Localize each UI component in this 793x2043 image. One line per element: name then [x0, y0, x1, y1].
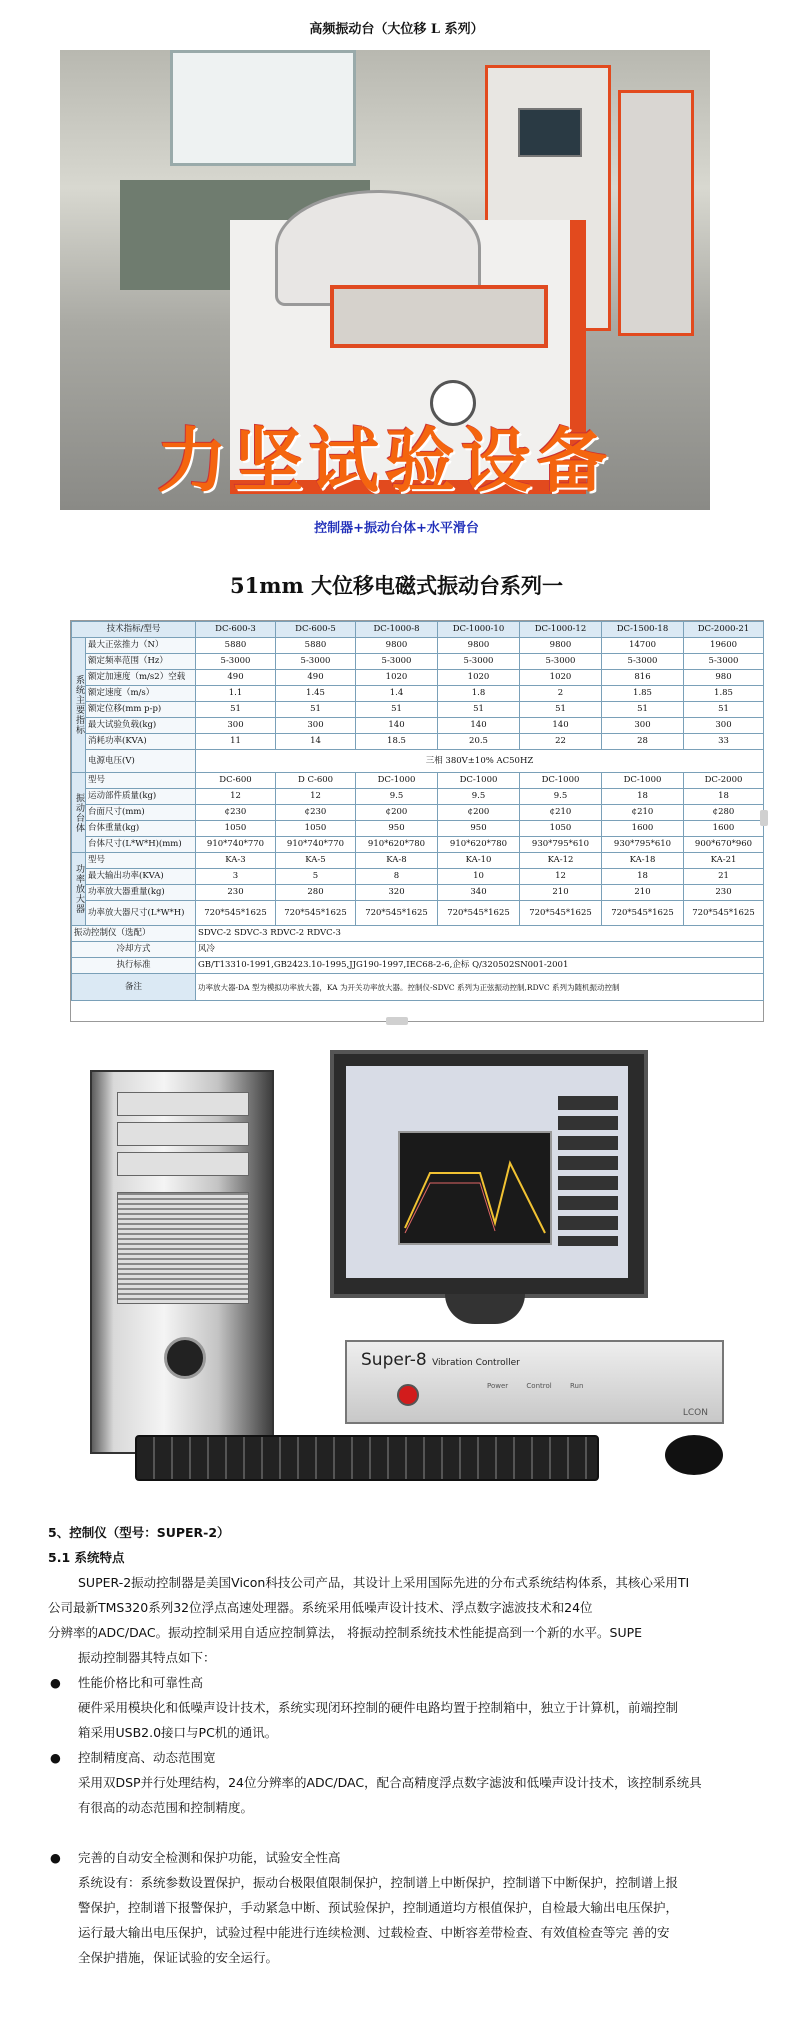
spec-cell: 1020	[356, 670, 438, 686]
bullet-title: 完善的自动安全检测和保护功能，试验安全性高	[78, 1850, 341, 1865]
spec-cell: 720*545*1625	[276, 901, 356, 926]
monitor	[330, 1050, 648, 1298]
spec-group-label: 功率放大器	[72, 853, 86, 926]
spec-cell: 18	[684, 789, 764, 805]
spec-cell: 300	[602, 718, 684, 734]
spec-group1-body	[72, 638, 764, 773]
table-resize-handle-right[interactable]	[760, 810, 768, 826]
bullet-item	[48, 1670, 758, 1695]
spec-cell: 490	[276, 670, 356, 686]
page-title: 高频振动台（大位移 L 系列）	[309, 22, 484, 37]
spec-cell: 11	[196, 734, 276, 750]
spec-row-label: 台体尺寸(L*W*H)(mm)	[86, 837, 196, 853]
spec-cell: 230	[684, 885, 764, 901]
spec-cooling-value: 风冷	[196, 942, 764, 958]
led-label: Power	[487, 1382, 509, 1390]
spec-cell: 900*670*960	[684, 837, 764, 853]
spec-cell: 1020	[438, 670, 520, 686]
spec-cell: 9.5	[520, 789, 602, 805]
spec-row-label: 备注	[72, 974, 196, 1001]
spec-cell: 9800	[438, 638, 520, 654]
table-row	[72, 805, 764, 821]
spec-cell: 720*545*1625	[602, 901, 684, 926]
spec-cell: 5-3000	[684, 654, 764, 670]
spec-header-model: DC-1500-18	[602, 622, 684, 638]
spec-cell: 1050	[276, 821, 356, 837]
spec-controller-value: SDVC-2 SDVC-3 RDVC-2 RDVC-3	[196, 926, 764, 942]
spec-row-label: 型号	[86, 853, 196, 869]
spec-cell: 51	[684, 702, 764, 718]
spec-cell: ¢230	[196, 805, 276, 821]
spec-cell: 1600	[602, 821, 684, 837]
spec-cell: 1050	[196, 821, 276, 837]
paragraph-line: 系统设有：系统参数设置保护，振动台极限值限制保护，控制谱上中断保护，控制谱下中断保护，控制谱上报	[78, 1875, 679, 1890]
spec-cell: DC-1000	[602, 773, 684, 789]
spec-cell: 9800	[356, 638, 438, 654]
drive-bay	[117, 1152, 249, 1176]
spec-cell: DC-2000	[684, 773, 764, 789]
spec-cell: KA-8	[356, 853, 438, 869]
spec-cell: 210	[602, 885, 684, 901]
pc-tower	[90, 1070, 274, 1454]
spec-cell: 18	[602, 869, 684, 885]
spec-cell: DC-1000	[356, 773, 438, 789]
spec-cell: 51	[196, 702, 276, 718]
drive-bay	[117, 1122, 249, 1146]
spec-cell: 720*545*1625	[684, 901, 764, 926]
paragraph-line: 警保护，控制谱下报警保护，手动紧急中断、预试验保护，控制通道均方根值保护，自检最大输出电压保护，	[78, 1900, 679, 1915]
spec-table-container	[70, 620, 764, 1022]
spec-cell: 1.8	[438, 686, 520, 702]
spec-row-label: 功率放大器尺寸(L*W*H)	[86, 901, 196, 926]
spec-cell: 19600	[684, 638, 764, 654]
spec-cell: 1.85	[684, 686, 764, 702]
bullet-item	[48, 1845, 758, 1870]
bullet-item	[48, 1745, 758, 1770]
spec-cell: 230	[196, 885, 276, 901]
spec-cell: 1600	[684, 821, 764, 837]
spec-group-label: 振动台体	[72, 773, 86, 853]
spec-cell: 300	[276, 718, 356, 734]
spec-row-label: 功率放大器重量(kg)	[86, 885, 196, 901]
spec-row-label: 额定速度（m/s）	[86, 686, 196, 702]
spec-cell: 5-3000	[602, 654, 684, 670]
spec-cell: 300	[196, 718, 276, 734]
spacer	[48, 1820, 758, 1845]
spec-cell: 12	[196, 789, 276, 805]
spec-cell: 51	[438, 702, 520, 718]
spec-cell: ¢280	[684, 805, 764, 821]
spec-cell: 816	[602, 670, 684, 686]
vibration-controller-box	[345, 1340, 724, 1424]
spec-group2-body	[72, 773, 764, 853]
photo-window	[170, 50, 356, 166]
mouse-icon	[665, 1435, 723, 1475]
spec-standard-value: GB/T13310-1991,GB2423.10-1995,JJG190-1997,IEC68-2-6,企标 Q/320502SN001-2001	[196, 958, 764, 974]
spec-row-label: 消耗功率(KVA)	[86, 734, 196, 750]
spec-cell: ¢200	[356, 805, 438, 821]
controller-model: Super-8	[361, 1350, 427, 1370]
paragraph-line: 硬件采用模块化和低噪声设计技术，系统实现闭环控制的硬件电路均置于控制箱中，独立于计算机，前端控制	[78, 1700, 679, 1715]
spec-cell: 14700	[602, 638, 684, 654]
spec-cell: ¢230	[276, 805, 356, 821]
table-row	[72, 654, 764, 670]
front-grille	[117, 1192, 249, 1304]
spec-cell: 12	[276, 789, 356, 805]
spec-cell: DC-1000	[438, 773, 520, 789]
spec-row-label: 运动部件质量(kg)	[86, 789, 196, 805]
spec-cell: 20.5	[438, 734, 520, 750]
table-row	[72, 885, 764, 901]
spec-cell: 12	[520, 869, 602, 885]
spec-header-label: 技术指标/型号	[72, 622, 196, 638]
spec-cell: 9.5	[356, 789, 438, 805]
series-title: 51mm 大位移电磁式振动台系列一	[230, 573, 563, 598]
controller-power-icon	[397, 1384, 419, 1406]
spec-cell: 2	[520, 686, 602, 702]
spec-cell: 210	[520, 885, 602, 901]
paragraph-line: 采用双DSP并行处理结构，24位分辨率的ADC/DAC，配合高精度浮点数字滤波和低噪声设计技术，该控制系统具	[78, 1775, 702, 1790]
shaker-product-photo	[60, 50, 710, 510]
spec-cell: 3	[196, 869, 276, 885]
spec-cell: 720*545*1625	[196, 901, 276, 926]
bullet-title: 控制精度高、动态范围宽	[78, 1750, 216, 1765]
paragraph-line: 箱采用USB2.0接口与PC机的通讯。	[78, 1725, 278, 1740]
spec-header-model: DC-1000-10	[438, 622, 520, 638]
table-row	[72, 901, 764, 926]
bullet-icon: ●	[50, 1750, 61, 1765]
spec-cell: 140	[438, 718, 520, 734]
subsection-heading: 5.1 系统特点	[48, 1550, 125, 1565]
spec-cell: 14	[276, 734, 356, 750]
paragraph-line: 有很高的动态范围和控制精度。	[78, 1800, 254, 1815]
spec-cell: 51	[520, 702, 602, 718]
spec-row-label: 最大正弦推力（N）	[86, 638, 196, 654]
table-row	[72, 958, 764, 974]
photo-cabinet-screen	[518, 108, 582, 157]
spec-cell: 9.5	[438, 789, 520, 805]
spec-cell: 490	[196, 670, 276, 686]
spec-cell: DC-1000	[520, 773, 602, 789]
spec-cell: 18.5	[356, 734, 438, 750]
spec-row-label: 型号	[86, 773, 196, 789]
spec-cell: 720*545*1625	[520, 901, 602, 926]
table-row	[72, 638, 764, 654]
table-row	[72, 942, 764, 958]
paragraph-line: SUPER-2振动控制器是美国Vicon科技公司产品，其设计上采用国际先进的分布式系统结构体系，其核心采用TI	[78, 1575, 690, 1590]
spec-cell: 5-3000	[438, 654, 520, 670]
spec-cell: 930*795*610	[520, 837, 602, 853]
table-row	[72, 789, 764, 805]
spec-cell: 930*795*610	[602, 837, 684, 853]
spec-cell: KA-18	[602, 853, 684, 869]
spec-cell: 140	[356, 718, 438, 734]
spec-group-label: 系统主要指标	[72, 638, 86, 773]
spec-cell: 8	[356, 869, 438, 885]
spec-cell: 5880	[276, 638, 356, 654]
spec-header-model: DC-1000-12	[520, 622, 602, 638]
spec-header-model: DC-1000-8	[356, 622, 438, 638]
spec-cell: 51	[276, 702, 356, 718]
bullet-title: 性能价格比和可靠性高	[78, 1675, 204, 1690]
spec-cell: 720*545*1625	[356, 901, 438, 926]
spec-cell: ¢210	[520, 805, 602, 821]
spec-cell: 1.4	[356, 686, 438, 702]
spec-cell: 5880	[196, 638, 276, 654]
table-row	[72, 974, 764, 1001]
spec-cell: 720*545*1625	[438, 901, 520, 926]
spec-cell: 5	[276, 869, 356, 885]
monitor-screen	[346, 1066, 628, 1278]
spec-cell: 910*620*780	[356, 837, 438, 853]
spec-header-row	[72, 622, 764, 638]
spec-cell: 910*740*770	[276, 837, 356, 853]
controller-subtitle: Vibration Controller	[432, 1358, 520, 1368]
paragraph-line: 全保护措施，保证试验的安全运行。	[78, 1950, 279, 1965]
power-button-icon	[164, 1337, 206, 1379]
spec-cell: 5-3000	[276, 654, 356, 670]
spec-cell: 910*620*780	[438, 837, 520, 853]
controller-description	[48, 1520, 758, 1970]
spectrum-curve-icon	[400, 1133, 550, 1243]
spec-cell: 18	[602, 789, 684, 805]
table-row	[72, 750, 764, 773]
spec-cell: 10	[438, 869, 520, 885]
spec-cell: 280	[276, 885, 356, 901]
spec-cell: 950	[438, 821, 520, 837]
spec-cell: 21	[684, 869, 764, 885]
spec-cell: 980	[684, 670, 764, 686]
spec-cell: 1.1	[196, 686, 276, 702]
spec-cell: 22	[520, 734, 602, 750]
bullet-icon: ●	[50, 1675, 61, 1690]
spec-cell: 51	[356, 702, 438, 718]
keyboard	[135, 1435, 599, 1481]
spec-cell: KA-5	[276, 853, 356, 869]
table-row	[72, 837, 764, 853]
spec-cell: 9800	[520, 638, 602, 654]
paragraph-line: 振动控制器其特点如下：	[78, 1650, 216, 1665]
table-row	[72, 734, 764, 750]
spec-cell: 300	[684, 718, 764, 734]
spec-cell: 1020	[520, 670, 602, 686]
photo-amplifier-cabinet	[618, 90, 694, 336]
photo-slip-table	[330, 285, 548, 348]
spec-row-label: 冷却方式	[72, 942, 196, 958]
led-label: Run	[569, 1382, 584, 1390]
spec-cell: 1.45	[276, 686, 356, 702]
table-row	[72, 670, 764, 686]
spec-row-label: 最大输出功率(KVA)	[86, 869, 196, 885]
spec-voltage-value: 三相 380V±10% AC50HZ	[196, 750, 764, 773]
spec-note-value: 功率放大器-DA 型为模拟功率放大器，KA 为开关功率放大器。控制仪-SDVC 系列为正弦振动控制,RDVC 系列为随机振动控制	[196, 974, 764, 1001]
table-row	[72, 926, 764, 942]
spec-row-label: 电源电压(V)	[86, 750, 196, 773]
spec-row-label: 最大试验负载(kg)	[86, 718, 196, 734]
led-label: Control	[526, 1382, 552, 1390]
controller-leds	[487, 1382, 599, 1390]
bullet-icon: ●	[50, 1850, 61, 1865]
spec-row-label: 台面尺寸(mm)	[86, 805, 196, 821]
spec-cell: 5-3000	[520, 654, 602, 670]
monitor-stand	[445, 1294, 525, 1324]
spec-table	[71, 621, 764, 1001]
spec-cell: 28	[602, 734, 684, 750]
spec-cell: KA-3	[196, 853, 276, 869]
spec-cell: 910*740*770	[196, 837, 276, 853]
spec-cell: 1050	[520, 821, 602, 837]
paragraph-line: 公司最新TMS320系列32位浮点高速处理器。系统采用低噪声设计技术、浮点数字滤波技术和24位	[48, 1600, 593, 1615]
spec-cell: 320	[356, 885, 438, 901]
brand-watermark: 力坚试验设备	[157, 420, 613, 502]
spec-cell: KA-10	[438, 853, 520, 869]
spec-cell: DC-600	[196, 773, 276, 789]
spec-cell: 950	[356, 821, 438, 837]
table-row	[72, 702, 764, 718]
spec-cell: 5-3000	[196, 654, 276, 670]
spec-header-model: DC-600-3	[196, 622, 276, 638]
spec-header-model: DC-600-5	[276, 622, 356, 638]
photo-caption: 控制器+振动台体+水平滑台	[314, 521, 479, 536]
table-row	[72, 718, 764, 734]
table-row	[72, 686, 764, 702]
controller-logo: LCON	[682, 1408, 708, 1418]
table-resize-handle-bottom[interactable]	[386, 1017, 408, 1025]
spec-cell: D C-600	[276, 773, 356, 789]
spec-cell: 140	[520, 718, 602, 734]
spec-row-label: 台体重量(kg)	[86, 821, 196, 837]
spec-row-label: 额定位移(mm p-p)	[86, 702, 196, 718]
table-row	[72, 821, 764, 837]
paragraph-line: 分辨率的ADC/DAC。振动控制采用自适应控制算法， 将振动控制系统技术性能提高到一个新的水平。SUPE	[48, 1625, 643, 1640]
paragraph-line: 运行最大输出电压保护，试验过程中能进行连续检测、过载检查、中断容差带检查、有效值检查等完 善的安	[78, 1925, 670, 1940]
spec-cell: 1.85	[602, 686, 684, 702]
spec-cell: 5-3000	[356, 654, 438, 670]
controller-name	[361, 1350, 520, 1370]
screen-side-panel	[558, 1096, 618, 1246]
spec-cell: ¢210	[602, 805, 684, 821]
drive-bay	[117, 1092, 249, 1116]
spec-cell: KA-21	[684, 853, 764, 869]
spec-cell: 51	[602, 702, 684, 718]
spec-cell: ¢200	[438, 805, 520, 821]
spec-header-model: DC-2000-21	[684, 622, 764, 638]
spec-cell: 33	[684, 734, 764, 750]
spectrum-plot	[398, 1131, 552, 1245]
spec-cell: KA-12	[520, 853, 602, 869]
table-row	[72, 773, 764, 789]
spec-row-label: 额定加速度（m/s2）空载	[86, 670, 196, 686]
spec-row-label: 执行标准	[72, 958, 196, 974]
section-heading: 5、控制仪（型号：SUPER-2）	[48, 1525, 230, 1540]
spec-row-label: 额定频率范围（Hz）	[86, 654, 196, 670]
spec-cell: 340	[438, 885, 520, 901]
controller-system-photo	[90, 1050, 720, 1490]
table-row	[72, 869, 764, 885]
table-row	[72, 853, 764, 869]
spec-group3-body	[72, 853, 764, 926]
spec-row-label: 振动控制仪（选配）	[72, 926, 196, 942]
